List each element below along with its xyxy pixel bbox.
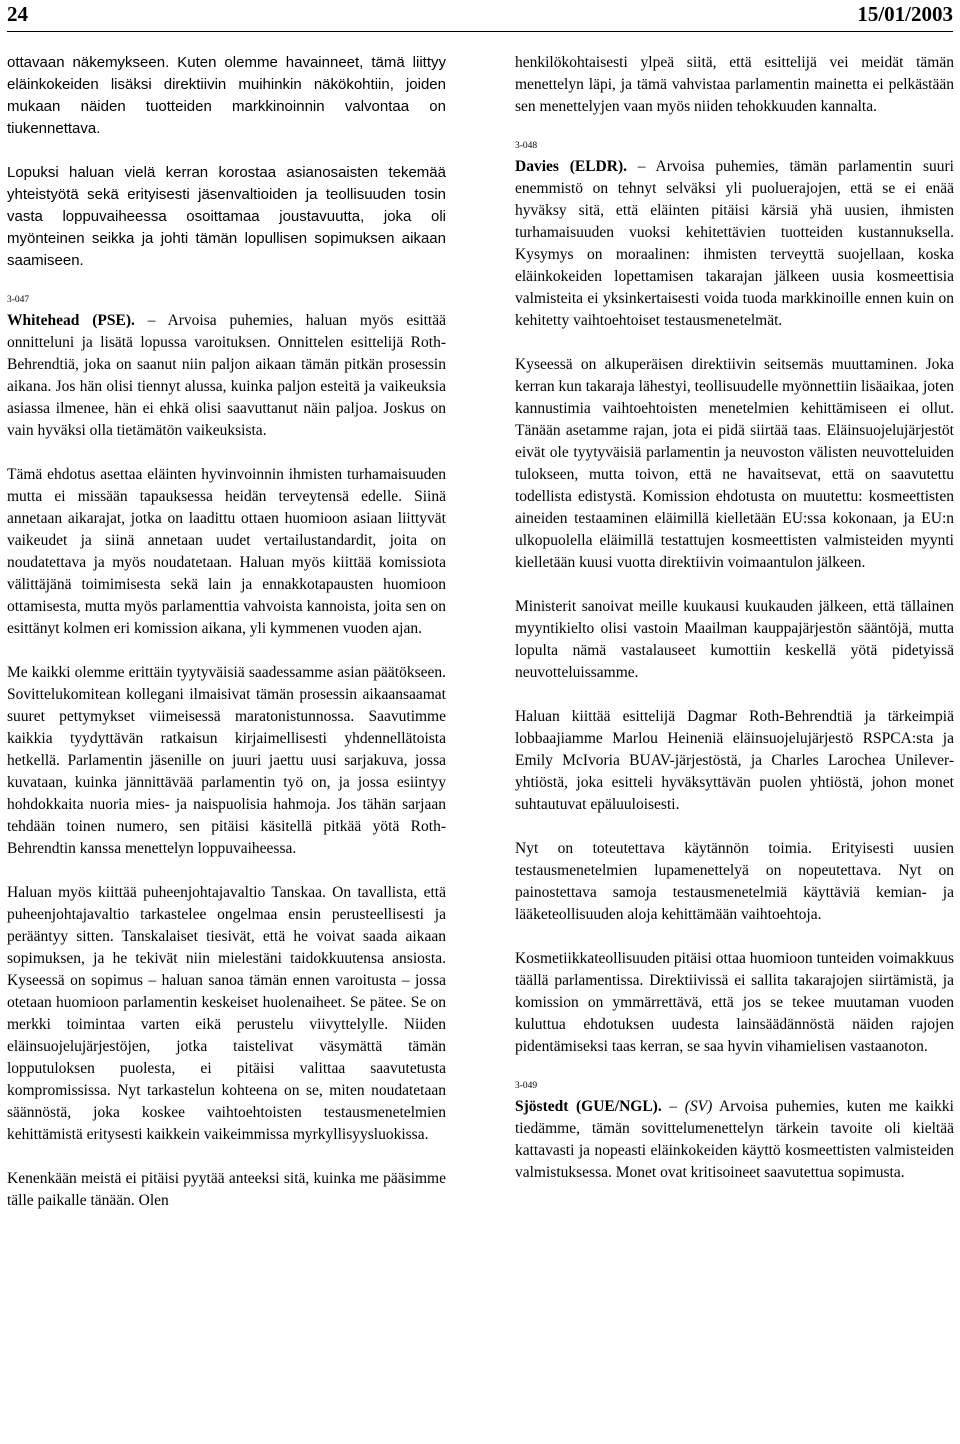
paragraph: Kyseessä on alkuperäisen direktiivin seitsemäs muuttaminen. Joka kerran kun takaraja lähestyi, teollisuudelle myönnettiin lisäaikaa, joten kannustimia vaihtoehtoisten menetelmien kehittämiseen ei ollut. Tänään asetamme rajan, jota ei pidä siirtää taas. Eläinsuojelujärjestöt eivät ole tyytyväisiä parlamentin ja neuvoston välisten neuvotteluiden tulokseen, mutta toivon, että ne havaitsevat, että on saavutettu todellista edistystä. Komission ehdotusta on muutettu: kosmeettisten aineiden testaaminen eläimillä kielletään EU:ssa kokonaan, ja EU:n ulkopuolella eläimillä testattujen kosmeettisten valmisteiden myynti kielletään kuusi vuotta direktiivin voimaantulon jälkeen.	[515, 356, 954, 571]
speech-paragraph	[515, 156, 954, 332]
speaker-name: Whitehead (PSE).	[7, 312, 135, 329]
paragraph: Tämä ehdotus asettaa eläinten hyvinvoinnin ihmisten turhamaisuuden mutta ei missään tapauksessa heidän terveytensä edelle. Siinä annetaan aikarajat, jotka on laadittu ottaen huomioon asiaan liittyvät vaikeudet ja siinä annetaan uudet vertailustandardit, joita on noudatettava ja myös noudatetaan. Haluan myös kiittää komissiota välittäjänä toimimisesta sekä lain ja ennakkotapausten huomioon ottamisesta, mutta myös parlamenttia vahvoista kannoista, joita sen on esittänyt kolmen eri komission aikana, yli kymmenen vuoden ajan.	[7, 466, 446, 637]
right-column	[515, 52, 954, 1184]
speech-code: 3-047	[7, 295, 30, 305]
speech-text: – Arvoisa puhemies, tämän parlamentin suuri enemmistö on tehnyt selväksi yli puoluerajojen, että se ei enää hyväksy sitä, että eläinten pitäisi kärsiä yhä uusien, ihmisten turhamaisuuden vuoksi kehitettävien tuotteiden kustannuksella. Kysymys on moraalinen: ihmisten terveyttä suojellaan, koska eläinkokeiden lopettamisen takarajan jälkeen uusia kosmeettisia valmisteita ei yksinkertaisesti voida tuoda markkinoille ennen kuin on kehitetty vaihtoehtoiset testausmenetelmät.	[515, 158, 954, 329]
paragraph: Kosmetiikkateollisuuden pitäisi ottaa huomioon tunteiden voimakkuus täällä parlamentissa. Direktiivissä ei sallita takarajojen siirtämistä, ja komission on ymmärrettävä, että jos se tekee muutaman vuoden kuluttua ehdotuksen uudesta lainsäädännöstä näiden rajojen pidentämiseksi taas kerran, se saa hyvin vihamielisen vastaanoton.	[515, 950, 954, 1055]
paragraph: henkilökohtaisesti ylpeä siitä, että esittelijä vei meidät tämän menettelyn läpi, ja tämä vahvistaa parlamentin mainetta ei pelkästään sen menettelyjen vaan myös niiden tehokkuuden kannalta.	[515, 54, 954, 115]
page-header	[7, 0, 953, 30]
paragraph: Haluan myös kiittää puheenjohtajavaltio Tanskaa. On tavallista, että puheenjohtajavaltio tarkastelee ongelmaa ensin perusteellisesti ja perääntyy sitten. Tanskalaiset tiesivät, että he voivat saada aikaan sopimuksen, ja he tekivät niin mielestäni taidokkuutensa ansiosta. Kyseessä on sopimus – haluan sanoa tämän ennen varoitusta – jossa otetaan huomioon parlamentin keskeiset huolenaiheet. Se pätee. Se on merkki toimintaa varten eikä perustelu viivyttelylle. Niiden eläinsuojelujärjestöjen, jotka taistelivat väsymättä tämän lopputuloksen puolesta, ei pitäisi valittaa saavutetusta kompromississa. Nyt tarkastelun kohteena on se, miten noudatetaan säännöstä, joka koskee vaihtoehtoisten testausmenetelmien kehittämistä eritysesti kaikkein vaikeimmissa myrkyllisyysluokissa.	[7, 884, 446, 1143]
paragraph: Ministerit sanoivat meille kuukausi kuukauden jälkeen, että tällainen myyntikielto olisi vastoin Maailman kauppajärjestön sääntöjä, mutta lopulta nämä vastalauseet kumottiin keskellä yötä pidetyissä neuvotteluissamme.	[515, 598, 954, 681]
paragraph: Nyt on toteutettava käytännön toimia. Erityisesti uusien testausmenetelmien lupamenettelyä on nopeutettava. Nyt on painostettava samoja testausmenetelmiä käyttäviä kemian- ja lääketeollisuuden aloja kehittämään vaihtoehtoja.	[515, 840, 954, 923]
speech-dash: –	[661, 1098, 685, 1115]
speaker-name: Sjöstedt (GUE/NGL).	[515, 1098, 662, 1115]
speaker-name: Davies (ELDR).	[515, 158, 627, 175]
page-date: 15/01/2003	[857, 2, 953, 26]
speech-paragraph	[515, 1096, 954, 1184]
language-tag: (SV)	[684, 1098, 713, 1115]
left-column	[7, 52, 446, 1212]
paragraph: Haluan kiittää esittelijä Dagmar Roth-Behrendtiä ja tärkeimpiä lobbaajiamme Marlou Heineniä eläinsuojelujärjestö RSPCA:sta ja Emily McIvoria BUAV-järjestöstä, ja Charles Larochea Unilever-yhtiöstä, joka esitteli hyväksyttävän puolen yhtiöstä, johon monet suhtautuvat epäluuloisesti.	[515, 708, 954, 813]
speech-paragraph	[7, 310, 446, 442]
speech-text: – Arvoisa puhemies, haluan myös esittää onnitteluni ja lisätä lopussa varoituksen. Onnittelen esittelijä Roth-Behrendtiä, joka on saanut niin paljon aikaan tämän pitkän prosessin aikana. Jos hän olisi tiennyt alussa, kuinka paljon esteitä ja vaikeuksia asiassa ilmenee, hän ei ehkä olisi saavuttanut näin paljoa. Joskus on vain hyväksi olla tietämätön vaikeuksista.	[7, 312, 447, 439]
paragraph: ottavaan näkemykseen. Kuten olemme havainneet, tämä liittyy eläinkokeiden lisäksi direktiivin muihinkin näkökohtiin, joiden mukaan näiden tuotteiden markkinoinnin valvontaa on tiukennettava.	[7, 54, 446, 137]
paragraph: Me kaikki olemme erittäin tyytyväisiä saadessamme asian päätökseen. Sovittelukomitean kollegani ilmaisivat tämän prosessin aikaansaamat suuret pettymykset viimeisessä maratonistunnossa. Saavutimme kaikkia tyydyttävän ratkaisun kirjaimellisesti yhdennellätoista hetkellä. Parlamentin jäsenille on juuri jaettu uusi sarjakuva, jossa kuvataan, kuinka jännittävää parlamentin työ on, ja jossa esiintyy hohdokkaita nuoria mies- ja naispuolisia hahmoja. Jos tähän sarjaan tehdään toinen numero, sen pitäisi käsitellä pitkää yötä Roth-Behrendtin kanssa menettelyn loppuvaiheessa.	[7, 664, 446, 857]
page-number: 24	[7, 2, 28, 26]
speech-code: 3-049	[515, 1081, 538, 1091]
speech-text: Arvoisa puhemies, kuten me kaikki tiedämme, tämän sovittelumenettelyn tärkein tavoite oli kieltää kattavasti ja nopeasti eläinkokeiden käyttö kosmeettisten valmisteiden valmistuksessa. Monet ovat kritisoineet saavutettua sopimusta.	[515, 1098, 954, 1181]
header-rule	[7, 31, 953, 32]
speech-code: 3-048	[515, 141, 538, 151]
paragraph: Lopuksi haluan vielä kerran korostaa asianosaisten tekemää yhteistyötä sekä erityisesti jäsenvaltioiden ja teollisuuden tosin vasta loppuvaiheessa osoittamaa joustavuutta, joka oli myönteinen seikka ja johti tämän lopullisen sopimuksen aikaan saamiseen.	[7, 164, 446, 269]
paragraph: Kenenkään meistä ei pitäisi pyytää anteeksi sitä, kuinka me pääsimme tälle paikalle tänään. Olen	[7, 1170, 446, 1209]
